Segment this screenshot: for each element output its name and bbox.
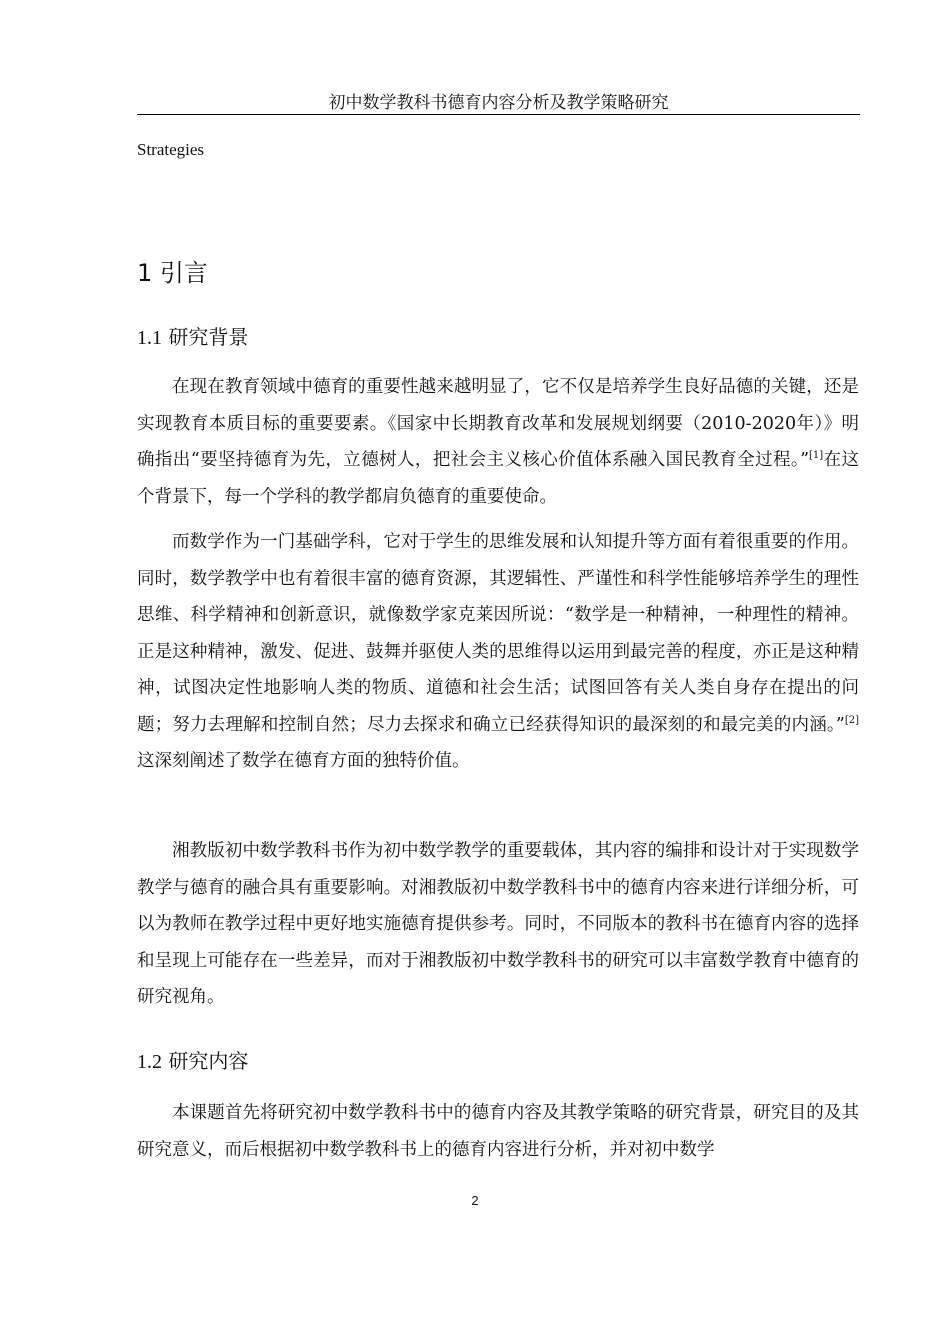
section-number: 1.1 bbox=[137, 327, 162, 349]
paragraph-text: 而数学作为一门基础学科，它对于学生的思维发展和认知提升等方面有着很重要的作用。同时，数学教学中也有着很丰富的德育资源，其逻辑性、严谨性和科学性能够培养学生的理性思维、科学精神和创新意识，就像数学家克莱因所说：“数学是一种精神，一种理性的精神。正是这种精神，激发、促进、鼓舞并驱使人类的思维得以运用到最完善的程度，亦正是这种精神，试图决定性地影响人类的物质、道德和社会生活；试图回答有关人类自身存在提出的问题；努力去理解和控制自然；尽力去探求和确立已经获得知识的最深刻的和最完美的内涵。” bbox=[137, 532, 859, 735]
paragraph-4: 本课题首先将研究初中数学教科书中的德育内容及其教学策略的研究背景，研究目的及其研究意义，而后根据初中数学教科书上的德育内容进行分析，并对初中数学 bbox=[137, 1103, 859, 1160]
running-header: 初中数学教科书德育内容分析及教学策略研究 bbox=[328, 93, 669, 113]
section-title: 研究背景 bbox=[168, 325, 249, 349]
paragraph-2 bbox=[137, 524, 859, 780]
section-heading-1-1 bbox=[137, 321, 248, 350]
paragraph-text: 这深刻阐述了数学在德育方面的独特价值。 bbox=[137, 751, 470, 771]
paragraph-text: 在现在教育领域中德育的重要性越来越明显了，它不仅是培养学生良好品德的关键，还是实现教育本质目标的重要要素。《国家中长期教育改革和发展规划纲要（2010-2020年）》明确指出“要坚持德育为先，立德树人，把社会主义核心价值体系融入国民教育全过程。” bbox=[137, 377, 859, 470]
section-title: 研究内容 bbox=[168, 1049, 249, 1073]
header-rule bbox=[137, 114, 860, 115]
abstract-fragment: Strategies bbox=[137, 140, 205, 159]
paragraph-1 bbox=[137, 369, 859, 515]
section-heading-1-2 bbox=[137, 1045, 248, 1074]
section-number: 1.2 bbox=[137, 1051, 162, 1073]
paragraph-text: 在这个背景下，每一个学科的教学都肩负德育的重要使命。 bbox=[137, 450, 860, 507]
chapter-heading: 1 引言 bbox=[137, 259, 208, 287]
paragraph-3: 湘教版初中数学教科书作为初中数学教学的重要载体，其内容的编排和设计对于实现数学教学与德育的融合具有重要影响。对湘教版初中数学教科书中的德育内容来进行详细分析，可以为教师在教学过程中更好地实施德育提供参考。同时，不同版本的教科书在德育内容的选择和呈现上可能存在一些差异，而对于湘教版初中数学教科书的研究可以丰富数学教育中德育的研究视角。 bbox=[137, 841, 859, 1007]
citation-2: [2] bbox=[844, 714, 859, 726]
page-number: 2 bbox=[471, 1193, 479, 1208]
citation-1: [1] bbox=[809, 450, 824, 461]
